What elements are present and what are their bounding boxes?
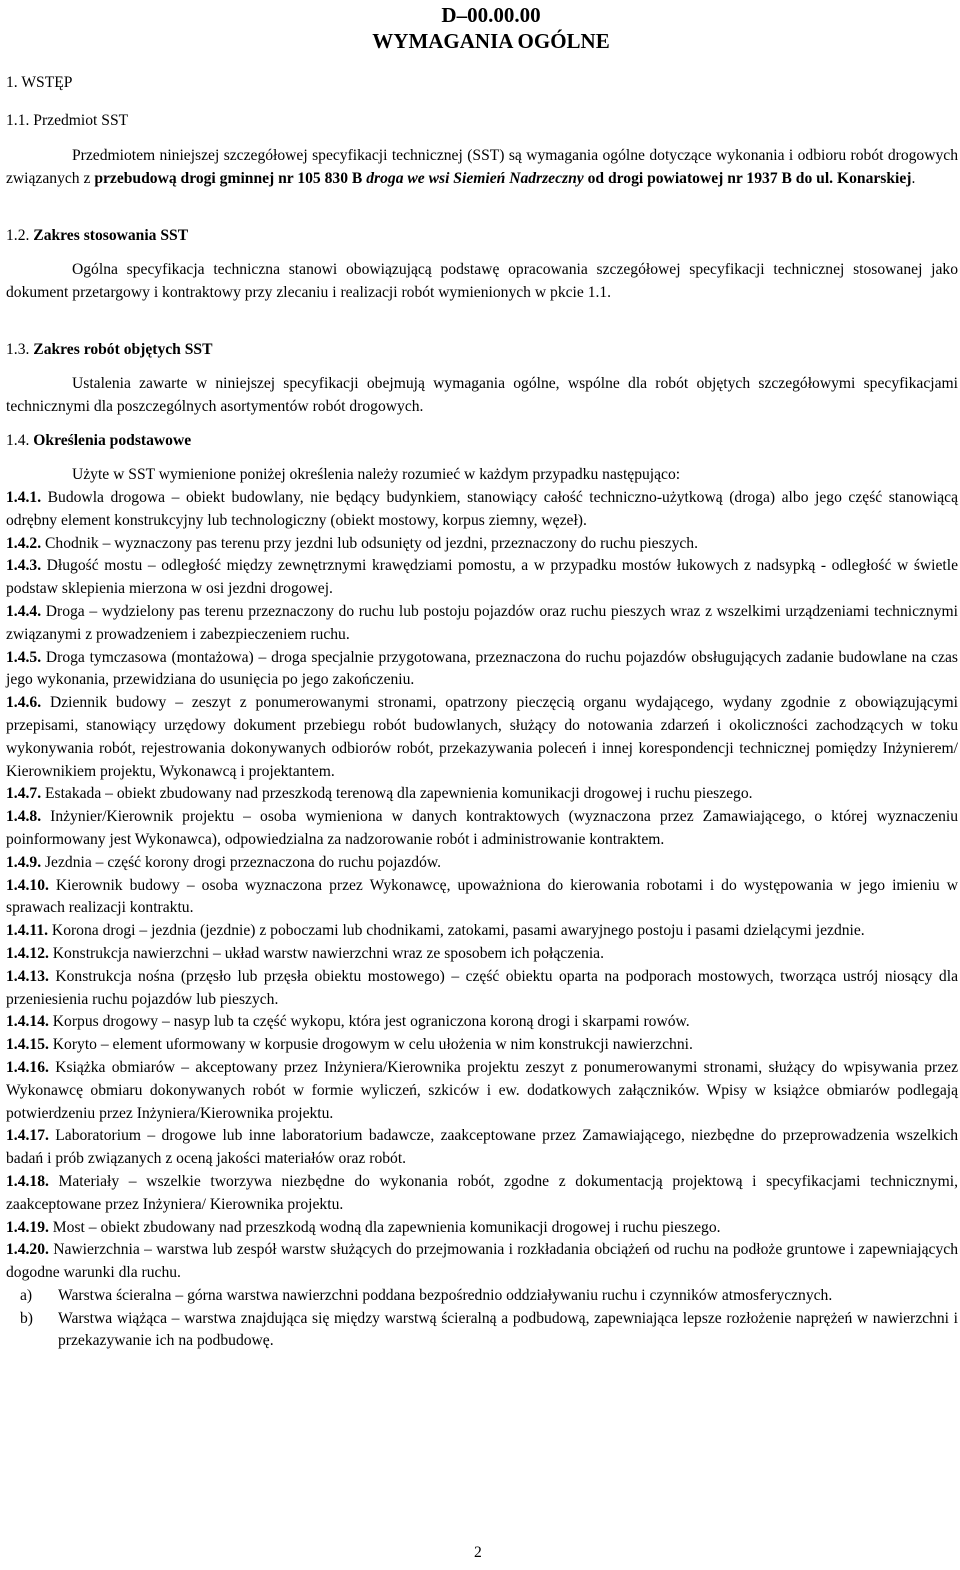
definition-item: 1.4.18. Materiały – wszelkie tworzywa niezbędne do wykonania robót, zgodne z dokumentacją projektową i specyfikacjami technicznymi, zaakceptowane przez Inżyniera/ Kierownika projektu. (6, 1172, 958, 1213)
section-title: Zakres robót objętych SST (33, 341, 213, 358)
definition-item: 1.4.12. Konstrukcja nawierzchni – układ warstw nawierzchni wraz ze sposobem ich połączenia. (6, 944, 604, 962)
section-heading-1 (6, 72, 958, 95)
document-title-block (346, 2, 636, 54)
section-title: Zakres stosowania SST (33, 227, 189, 244)
definition-item: 1.4.19. Most – obiekt zbudowany nad przeszkodą wodną dla zapewnienia komunikacji drogowej i ruchu pieszego. (6, 1218, 721, 1236)
sub-list-item (6, 1285, 958, 1308)
paragraph-end: . (911, 169, 916, 187)
section-1-1-paragraph (6, 145, 958, 191)
definition-item: 1.4.6. Dziennik budowy – zeszyt z ponumerowanymi stronami, opatrzony pieczęcią organu wydającego, wydany zgodnie z obowiązującymi przepisami, stanowiący urzędowy dokument przebiegu robót budowlanych, służący do notowania zdarzeń i okoliczności zachodzących w toku wykonywania robót, rejestrowania dokonywanych odbiorów robót, przekazywania poleceń i innej korespondencji technicznej pomiędzy Inżynierem/ Kierownikiem projektu, Wykonawcą i projektantem. (6, 694, 958, 780)
section-number: 1.3. (6, 341, 30, 358)
definition-item: 1.4.8. Inżynier/Kierownik projektu – osoba wymieniona w danych kontraktowych (wyznaczona przez Zamawiającego, o której wyznaczeniu poinformowany jest Wykonawca), odpowiedzialna za nadzorowanie robót i administrowanie kontraktem. (6, 808, 958, 848)
definition-item: 1.4.16. Książka obmiarów – akceptowany przez Inżyniera/Kierownika projektu zeszyt z ponumerowanymi stronami, służący do wpisywania przez Wykonawcę obmiaru dokonywanych robót w formie wyliczeń, szkiców i ew. dodatkowych załączników. Wpisy w książce obmiarów podlegają potwierdzeniu przez Inżyniera/Kierownika projektu. (6, 1058, 958, 1122)
paragraph-italic-text: droga we wsi Siemień Nadrzeczny (366, 169, 584, 187)
section-1-2-paragraph: Ogólna specyfikacja techniczna stanowi obowiązującą podstawę opracowania szczegółowej specyfikacji technicznej stosowanej jako dokument przetargowy i kontraktowy przy zlecaniu i realizacji robót wymienionych w pkcie 1.1. (6, 261, 958, 301)
section-heading-1-1 (6, 110, 958, 133)
document-title: WYMAGANIA OGÓLNE (372, 29, 610, 53)
sub-list-marker: b) (20, 1309, 33, 1327)
definition-item: 1.4.5. Droga tymczasowa (montażowa) – droga specjalnie przygotowana, przeznaczona do ruchu pojazdów obsługujących zadanie budowlane na czas jego wykonania, przewidziana do usunięcia po jego zakończeniu. (6, 648, 958, 689)
definition-item: 1.4.17. Laboratorium – drogowe lub inne laboratorium badawcze, zaakceptowane przez Zamawiającego, niezbędne do przeprowadzenia wszelkich badań i prób związanych z oceną jakości materiałów oraz robót. (6, 1127, 958, 1168)
section-heading-1-2 (6, 225, 958, 248)
section-heading-1-4 (6, 430, 958, 453)
definition-item: 1.4.20. Nawierzchnia – warstwa lub zespół warstw służących do przejmowania i rozkładania obciążeń od ruchu na podłoże gruntowe i zapewniających dogodne warunki dla ruchu. (6, 1241, 958, 1282)
definition-item: 1.4.13. Konstrukcja nośna (przęsło lub przęsła obiektu mostowego) – część obiektu oparta na podporach mostowych, tworząca ustrój niosący dla przeniesienia ruchu pojazdów lub pieszych. (6, 967, 958, 1008)
section-number: 1.4. (6, 432, 30, 449)
paragraph-text: Przedmiotem niniejszej szczegółowej specyfikacji technicznej (SST) są wymagania ogólne dotyczące wykonania i odbioru robót drogowych związanych z (6, 147, 958, 187)
definition-item: 1.4.3. Długość mostu – odległość między zewnętrznymi krawędziami pomostu, a w przypadku mostów łukowych z nadsypką - odległość w świetle podstaw sklepienia mierzona w osi jezdni drogowej. (6, 557, 958, 598)
section-heading-1-3 (6, 339, 958, 362)
definition-item: 1.4.7. Estakada – obiekt zbudowany nad przeszkodą terenową dla zapewnienia komunikacji drogowej i ruchu pieszego. (6, 785, 753, 803)
section-number: 1.2. (6, 227, 30, 244)
sub-list-text: Warstwa ścieralna – górna warstwa nawierzchni poddana bezpośrednio oddziaływaniu ruchu i czynników atmosferycznych. (58, 1286, 833, 1304)
section-title: Określenia podstawowe (33, 432, 192, 449)
sub-list-item (6, 1308, 958, 1354)
sub-list-text: Warstwa wiążąca – warstwa znajdująca się między warstwą ścieralną a podbudową, zapewniająca lepsze rozłożenie naprężeń w nawierzchni i przekazywanie ich na podbudowę. (58, 1309, 958, 1350)
definition-item: 1.4.11. Korona drogi – jezdnia (jezdnie) z poboczami lub chodnikami, zatokami, pasami awaryjnego postoju i pasami dzielącymi jezdnie. (6, 922, 865, 940)
section-1-4-intro: Użyte w SST wymienione poniżej określenia należy rozumieć w każdym przypadku następująco: (72, 466, 681, 483)
paragraph-bold-text-2: od drogi powiatowej nr 1937 B do ul. Konarskiej (583, 169, 912, 187)
sub-list (6, 1285, 958, 1353)
section-number: 1. (6, 74, 18, 91)
sub-list-marker: a) (20, 1286, 33, 1304)
definition-item: 1.4.4. Droga – wydzielony pas terenu przeznaczony do ruchu lub postoju pojazdów oraz ruchu pieszych wraz z wszelkimi urządzeniami technicznymi związanymi z prowadzeniem i zabezpieczeniem ruchu. (6, 602, 958, 643)
definition-item: 1.4.9. Jezdnia – część korony drogi przeznaczona do ruchu pojazdów. (6, 853, 442, 871)
definition-item: 1.4.14. Korpus drogowy – nasyp lub ta część wykopu, która jest ograniczona koroną drogi i skarpami rowów. (6, 1013, 690, 1031)
paragraph-bold-text: przebudową drogi gminnej nr 105 830 B (94, 169, 367, 187)
section-1-3-paragraph: Ustalenia zawarte w niniejszej specyfikacji obejmują wymagania ogólne, wspólne dla robót objętych szczegółowymi specyfikacjami technicznymi dla poszczególnych asortymentów robót drogowych. (6, 375, 958, 415)
page-number: 2 (474, 1544, 482, 1561)
definition-item: 1.4.10. Kierownik budowy – osoba wyznaczona przez Wykonawcę, upoważniona do kierowania robotami i do występowania w jego imieniu w sprawach realizacji kontraktu. (6, 876, 958, 917)
definitions-list (6, 487, 958, 1353)
section-number: 1.1. (6, 112, 30, 129)
document-code: D–00.00.00 (441, 3, 541, 27)
section-title: Przedmiot SST (33, 112, 129, 129)
section-title: WSTĘP (21, 74, 73, 91)
definition-item: 1.4.15. Koryto – element uformowany w korpusie drogowym w celu ułożenia w nim konstrukcji nawierzchni. (6, 1036, 693, 1054)
definition-item: 1.4.2. Chodnik – wyznaczony pas terenu przy jezdni lub odsunięty od jezdni, przeznaczony do ruchu pieszych. (6, 534, 698, 552)
definition-item: 1.4.1. Budowla drogowa – obiekt budowlany, nie będący budynkiem, stanowiący całość techniczno-użytkową (droga) albo jego część stanowiącą odrębny element konstrukcyjny lub technologiczny (obiekt mostowy, korpus ziemny, węzeł). (6, 489, 958, 529)
